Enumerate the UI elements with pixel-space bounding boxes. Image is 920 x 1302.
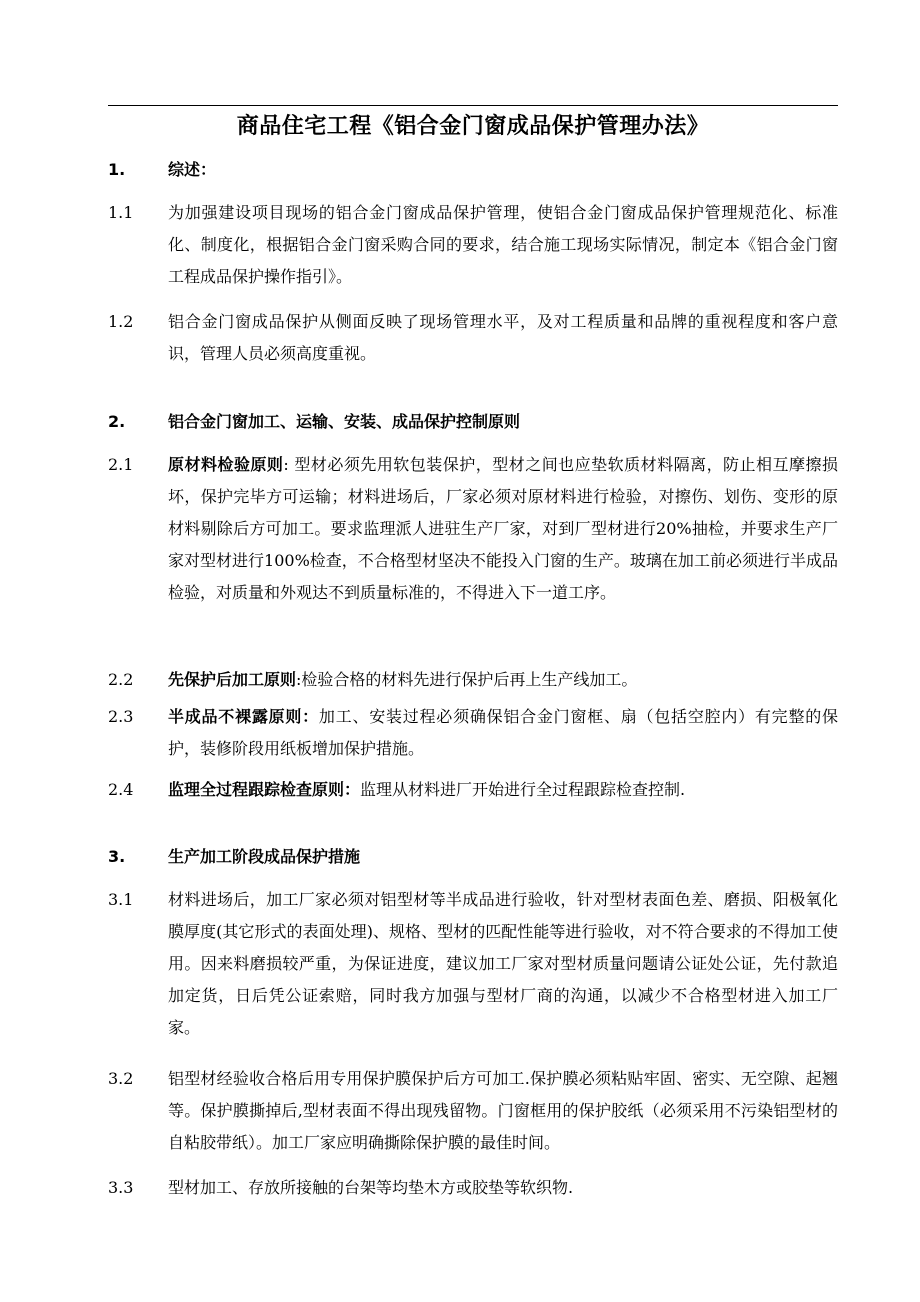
clause-number: 1.1 [108,203,134,222]
clause-number: 3.1 [108,890,134,909]
clause-lead: 先保护后加工原则 [168,670,297,689]
section-number: 3. [108,847,126,866]
clause-text: 为加强建设项目现场的铝合金门窗成品保护管理，使铝合金门窗成品保护管理规范化、标准化、制度化，根据铝合金门窗采购合同的要求，结合施工现场实际情况，制定本《铝合金门窗工程成品保护操作指引》。 [168,203,838,286]
clause-number: 2.3 [108,707,134,726]
clause-body: :检验合格的材料先进行保护后再上生产线加工。 [296,670,638,689]
section-heading-text: 铝合金门窗加工、运输、安装、成品保护控制原则 [168,412,521,431]
clause-number: 3.3 [108,1178,134,1197]
section-number: 1. [108,160,126,179]
clause-text: 铝型材经验收合格后用专用保护膜保护后方可加工.保护膜必须粘贴牢固、密实、无空隙、起翘等。保护膜撕掉后,型材表面不得出现残留物。门窗框用的保护胶纸（必须采用不污染铝型材的自粘胶带纸）。加工厂家应明确撕除保护膜的最佳时间。 [168,1069,838,1152]
clause-text: 型材加工、存放所接触的台架等均垫木方或胶垫等软织物. [168,1178,574,1197]
clause-number: 2.1 [108,455,134,474]
clause-number: 2.2 [108,670,134,689]
clause-number: 2.4 [108,780,134,799]
clause-text [168,449,838,609]
clause-text [168,774,838,806]
clause-text [168,664,838,696]
clause-lead: 监理全过程跟踪检查原则： [168,780,361,799]
section-heading-text: 综述： [168,160,217,179]
clause-number: 3.2 [108,1069,134,1088]
section-number: 2. [108,412,126,431]
clause-body: 监理从材料进厂开始进行全过程跟踪检查控制. [360,780,686,799]
clause-lead: 半成品不裸露原则： [168,707,319,726]
clause-number: 1.2 [108,312,134,331]
header-rule [108,105,838,106]
clause-text: 铝合金门窗成品保护从侧面反映了现场管理水平，及对工程质量和品牌的重视程度和客户意识，管理人员必须高度重视。 [168,312,838,363]
section-heading-text: 生产加工阶段成品保护措施 [168,847,361,866]
clause-lead: 原材料检验原则 [168,455,284,474]
clause-body: : 型材必须先用软包装保护，型材之间也应垫软质材料隔离，防止相互摩擦损坏，保护完毕方可运输；材料进场后，厂家必须对原材料进行检验，对擦伤、划伤、变形的原材料剔除后方可加工。要求监理派人进驻生产厂家，对到厂型材进行20%抽检，并要求生产厂家对型材进行100%检查，不合格型材坚决不能投入门窗的生产。玻璃在加工前必须进行半成品检验，对质量和外观达不到质量标准的，不得进入下一道工序。 [168,455,838,602]
clause-body: 加工、安装过程必须确保铝合金门窗框、扇（包括空腔内）有完整的保护，装修阶段用纸板增加保护措施。 [168,707,838,758]
clause-text: 材料进场后，加工厂家必须对铝型材等半成品进行验收，针对型材表面色差、磨损、阳极氧化膜厚度(其它形式的表面处理)、规格、型材的匹配性能等进行验收，对不符合要求的不得加工使用。因来料磨损较严重，为保证进度，建议加工厂家对型材质量问题请公证处公证，先付款追加定货，日后凭公证索赔，同时我方加强与型材厂商的沟通，以减少不合格型材进入加工厂家。 [168,890,838,1037]
document-title: 商品住宅工程《铝合金门窗成品保护管理办法》 [236,114,710,139]
clause-text [168,701,838,765]
